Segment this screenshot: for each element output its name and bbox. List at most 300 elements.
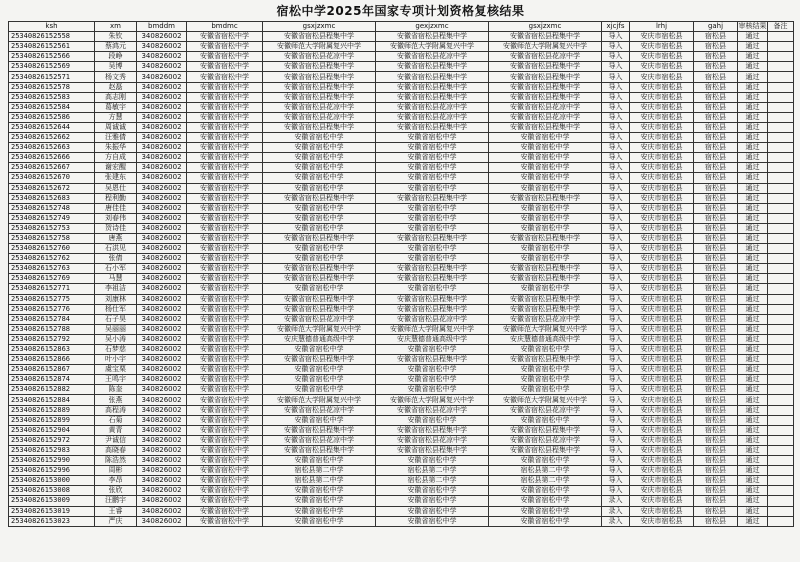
cell-bmddm: 340826002	[137, 223, 187, 233]
cell-xjcjfs: 导入	[602, 203, 630, 213]
cell-bmddm: 340826002	[137, 435, 187, 445]
table-row	[9, 133, 794, 143]
cell-lrhj: 安庆市宿松县	[630, 415, 694, 425]
cell-remarks	[768, 82, 794, 92]
cell-bmdmc: 安徽省宿松中学	[187, 244, 263, 254]
cell-review-result: 通过	[738, 163, 768, 173]
table-row	[9, 365, 794, 375]
cell-xm: 杨文秀	[95, 72, 137, 82]
cell-xjcjfs: 导入	[602, 395, 630, 405]
cell-gsxjzxmc-2: 安徽省宿松中学	[489, 496, 602, 506]
cell-gexjzxmc: 安徽省宿松中学	[376, 223, 489, 233]
cell-gsxjzxmc: 安徽省宿松中学	[263, 415, 376, 425]
cell-bmdmc: 安徽省宿松中学	[187, 264, 263, 274]
cell-review-result: 通过	[738, 334, 768, 344]
cell-gsxjzxmc-2: 安徽省宿松县程集中学	[489, 425, 602, 435]
cell-gsxjzxmc: 安徽省宿松县花凉中学	[263, 52, 376, 62]
cell-remarks	[768, 304, 794, 314]
cell-gahj: 宿松县	[694, 223, 738, 233]
cell-gahj: 宿松县	[694, 486, 738, 496]
cell-gsxjzxmc-2: 安徽省宿松县程集中学	[489, 264, 602, 274]
cell-bmdmc: 安徽省宿松中学	[187, 294, 263, 304]
cell-gsxjzxmc-2: 安徽省宿松中学	[489, 133, 602, 143]
cell-bmddm: 340826002	[137, 32, 187, 42]
cell-gsxjzxmc-2: 安徽省宿松中学	[489, 415, 602, 425]
cell-xm: 李祖洁	[95, 284, 137, 294]
cell-gahj: 宿松县	[694, 395, 738, 405]
cell-xm: 马慧	[95, 274, 137, 284]
cell-xjcjfs: 录入	[602, 516, 630, 526]
cell-gahj: 宿松县	[694, 122, 738, 132]
cell-lrhj: 安庆市宿松县	[630, 395, 694, 405]
cell-review-result: 通过	[738, 496, 768, 506]
cell-review-result: 通过	[738, 122, 768, 132]
cell-bmddm: 340826002	[137, 294, 187, 304]
cell-remarks	[768, 32, 794, 42]
cell-lrhj: 安庆市宿松县	[630, 203, 694, 213]
cell-gexjzxmc: 安徽省宿松中学	[376, 375, 489, 385]
cell-lrhj: 安庆市宿松县	[630, 496, 694, 506]
cell-bmdmc: 安徽省宿松中学	[187, 345, 263, 355]
review-results-table	[8, 21, 794, 527]
cell-bmdmc: 安徽省宿松中学	[187, 334, 263, 344]
cell-xm: 周诚诚	[95, 122, 137, 132]
cell-bmddm: 340826002	[137, 244, 187, 254]
cell-gexjzxmc: 安徽省宿松县程集中学	[376, 294, 489, 304]
cell-gahj: 宿松县	[694, 244, 738, 254]
cell-xjcjfs: 导入	[602, 62, 630, 72]
cell-bmdmc: 安徽省宿松中学	[187, 435, 263, 445]
cell-review-result: 通过	[738, 203, 768, 213]
cell-gsxjzxmc: 安徽省宿松县程集中学	[263, 122, 376, 132]
cell-review-result: 通过	[738, 223, 768, 233]
cell-gahj: 宿松县	[694, 385, 738, 395]
cell-ksh: 25340826152866	[9, 355, 95, 365]
cell-bmdmc: 安徽省宿松中学	[187, 395, 263, 405]
cell-gexjzxmc: 安徽省宿松中学	[376, 153, 489, 163]
cell-xjcjfs: 导入	[602, 143, 630, 153]
cell-gexjzxmc: 安徽省宿松中学	[376, 345, 489, 355]
cell-gsxjzxmc: 安徽省宿松县花凉中学	[263, 435, 376, 445]
cell-gahj: 宿松县	[694, 345, 738, 355]
table-row	[9, 102, 794, 112]
table-row	[9, 334, 794, 344]
cell-ksh: 25340826152683	[9, 193, 95, 203]
cell-ksh: 25340826152784	[9, 314, 95, 324]
cell-lrhj: 安庆市宿松县	[630, 345, 694, 355]
cell-ksh: 25340826152584	[9, 102, 95, 112]
cell-lrhj: 安庆市宿松县	[630, 516, 694, 526]
cell-gsxjzxmc-2: 安徽省宿松中学	[489, 213, 602, 223]
cell-lrhj: 安庆市宿松县	[630, 355, 694, 365]
cell-lrhj: 安庆市宿松县	[630, 102, 694, 112]
table-row	[9, 385, 794, 395]
cell-gsxjzxmc-2: 安徽省宿松中学	[489, 486, 602, 496]
cell-xjcjfs: 导入	[602, 365, 630, 375]
cell-bmddm: 340826002	[137, 133, 187, 143]
cell-xjcjfs: 导入	[602, 233, 630, 243]
cell-bmdmc: 安徽省宿松中学	[187, 183, 263, 193]
cell-ksh: 25340826152666	[9, 153, 95, 163]
cell-review-result: 通过	[738, 506, 768, 516]
header-ksh: ksh	[9, 22, 95, 32]
table-row	[9, 516, 794, 526]
cell-bmdmc: 安徽省宿松中学	[187, 62, 263, 72]
cell-gsxjzxmc: 安徽省宿松中学	[263, 486, 376, 496]
cell-review-result: 通过	[738, 193, 768, 203]
cell-gexjzxmc: 安徽省宿松中学	[376, 183, 489, 193]
cell-remarks	[768, 365, 794, 375]
cell-ksh: 25340826152583	[9, 92, 95, 102]
cell-gsxjzxmc: 安徽省宿松县程集中学	[263, 425, 376, 435]
cell-xm: 王睿	[95, 506, 137, 516]
cell-gexjzxmc: 安徽省宿松中学	[376, 284, 489, 294]
cell-gahj: 宿松县	[694, 324, 738, 334]
cell-gsxjzxmc: 安徽省宿松中学	[263, 345, 376, 355]
cell-bmddm: 340826002	[137, 466, 187, 476]
cell-gsxjzxmc: 安徽省宿松县程集中学	[263, 72, 376, 82]
cell-xm: 张燕	[95, 395, 137, 405]
cell-xjcjfs: 导入	[602, 375, 630, 385]
cell-ksh: 25340826153023	[9, 516, 95, 526]
cell-remarks	[768, 244, 794, 254]
cell-xm: 陈浩然	[95, 456, 137, 466]
cell-ksh: 25340826152996	[9, 466, 95, 476]
cell-bmdmc: 安徽省宿松中学	[187, 52, 263, 62]
cell-bmddm: 340826002	[137, 122, 187, 132]
cell-xjcjfs: 导入	[602, 334, 630, 344]
cell-gahj: 宿松县	[694, 183, 738, 193]
cell-bmdmc: 安徽省宿松中学	[187, 415, 263, 425]
cell-review-result: 通过	[738, 385, 768, 395]
cell-bmdmc: 安徽省宿松中学	[187, 223, 263, 233]
cell-remarks	[768, 324, 794, 334]
cell-lrhj: 安庆市宿松县	[630, 506, 694, 516]
cell-gexjzxmc: 安徽师范大学附属复兴中学	[376, 42, 489, 52]
cell-gsxjzxmc: 安徽省宿松中学	[263, 244, 376, 254]
cell-remarks	[768, 334, 794, 344]
cell-xm: 方自成	[95, 153, 137, 163]
cell-xjcjfs: 导入	[602, 254, 630, 264]
cell-xm: 吴丽丽	[95, 324, 137, 334]
cell-bmddm: 340826002	[137, 304, 187, 314]
cell-gexjzxmc: 安徽省宿松县程集中学	[376, 355, 489, 365]
cell-remarks	[768, 486, 794, 496]
cell-bmdmc: 安徽省宿松中学	[187, 42, 263, 52]
cell-gsxjzxmc: 安徽省宿松中学	[263, 496, 376, 506]
header-gahj: gahj	[694, 22, 738, 32]
cell-bmdmc: 安徽省宿松中学	[187, 92, 263, 102]
cell-gsxjzxmc: 安徽省宿松中学	[263, 254, 376, 264]
cell-gsxjzxmc-2: 安徽省宿松中学	[489, 183, 602, 193]
cell-bmddm: 340826002	[137, 476, 187, 486]
cell-gahj: 宿松县	[694, 456, 738, 466]
cell-review-result: 通过	[738, 355, 768, 365]
cell-gsxjzxmc: 安徽省宿松县程集中学	[263, 233, 376, 243]
cell-bmdmc: 安徽省宿松中学	[187, 153, 263, 163]
cell-gahj: 宿松县	[694, 102, 738, 112]
cell-ksh: 25340826152566	[9, 52, 95, 62]
cell-xjcjfs: 导入	[602, 466, 630, 476]
table-row	[9, 425, 794, 435]
cell-ksh: 25340826152863	[9, 345, 95, 355]
cell-ksh: 25340826152776	[9, 304, 95, 314]
cell-gsxjzxmc: 安徽省宿松中学	[263, 183, 376, 193]
cell-lrhj: 安庆市宿松县	[630, 274, 694, 284]
cell-xm: 程利勤	[95, 193, 137, 203]
cell-xm: 石子昊	[95, 314, 137, 324]
cell-bmdmc: 安徽省宿松中学	[187, 365, 263, 375]
cell-xjcjfs: 导入	[602, 445, 630, 455]
cell-gahj: 宿松县	[694, 203, 738, 213]
cell-bmdmc: 安徽省宿松中学	[187, 375, 263, 385]
cell-bmdmc: 安徽省宿松中学	[187, 516, 263, 526]
cell-bmdmc: 安徽省宿松中学	[187, 254, 263, 264]
cell-review-result: 通过	[738, 415, 768, 425]
cell-review-result: 通过	[738, 486, 768, 496]
cell-gexjzxmc: 安徽省宿松中学	[376, 163, 489, 173]
cell-review-result: 通过	[738, 143, 768, 153]
cell-bmdmc: 安徽省宿松中学	[187, 102, 263, 112]
cell-gsxjzxmc: 安徽省宿松中学	[263, 223, 376, 233]
cell-review-result: 通过	[738, 395, 768, 405]
cell-ksh: 25340826152792	[9, 334, 95, 344]
cell-gexjzxmc: 安徽省宿松中学	[376, 496, 489, 506]
cell-xm: 虞宝栗	[95, 365, 137, 375]
cell-bmddm: 340826002	[137, 274, 187, 284]
cell-bmdmc: 安徽省宿松中学	[187, 213, 263, 223]
cell-gsxjzxmc: 安徽省宿松县花凉中学	[263, 102, 376, 112]
table-row	[9, 163, 794, 173]
cell-ksh: 25340826152571	[9, 72, 95, 82]
cell-remarks	[768, 405, 794, 415]
cell-ksh: 25340826152672	[9, 183, 95, 193]
cell-remarks	[768, 223, 794, 233]
cell-bmddm: 340826002	[137, 415, 187, 425]
cell-xjcjfs: 导入	[602, 183, 630, 193]
cell-remarks	[768, 233, 794, 243]
table-row	[9, 173, 794, 183]
cell-bmddm: 340826002	[137, 163, 187, 173]
cell-gahj: 宿松县	[694, 375, 738, 385]
cell-xjcjfs: 导入	[602, 415, 630, 425]
cell-bmdmc: 安徽省宿松中学	[187, 506, 263, 516]
cell-bmddm: 340826002	[137, 355, 187, 365]
cell-remarks	[768, 183, 794, 193]
cell-gexjzxmc: 安徽省宿松县程集中学	[376, 82, 489, 92]
cell-xm: 唐佳佳	[95, 203, 137, 213]
cell-lrhj: 安庆市宿松县	[630, 183, 694, 193]
cell-bmdmc: 安徽省宿松中学	[187, 355, 263, 365]
cell-xjcjfs: 导入	[602, 435, 630, 445]
cell-ksh: 25340826153008	[9, 486, 95, 496]
table-row	[9, 466, 794, 476]
cell-review-result: 通过	[738, 72, 768, 82]
cell-xjcjfs: 导入	[602, 52, 630, 62]
cell-xjcjfs: 导入	[602, 244, 630, 254]
cell-bmddm: 340826002	[137, 213, 187, 223]
table-row	[9, 506, 794, 516]
cell-lrhj: 安庆市宿松县	[630, 334, 694, 344]
cell-bmdmc: 安徽省宿松中学	[187, 476, 263, 486]
cell-bmdmc: 安徽省宿松中学	[187, 32, 263, 42]
cell-gexjzxmc: 安徽师范大学附属复兴中学	[376, 395, 489, 405]
cell-review-result: 通过	[738, 425, 768, 435]
cell-ksh: 25340826152753	[9, 223, 95, 233]
cell-bmddm: 340826002	[137, 425, 187, 435]
cell-review-result: 通过	[738, 153, 768, 163]
cell-bmdmc: 安徽省宿松中学	[187, 203, 263, 213]
cell-xjcjfs: 导入	[602, 112, 630, 122]
cell-bmdmc: 安徽省宿松中学	[187, 173, 263, 183]
cell-remarks	[768, 456, 794, 466]
cell-remarks	[768, 264, 794, 274]
cell-bmdmc: 安徽省宿松中学	[187, 233, 263, 243]
cell-gsxjzxmc: 安徽省宿松中学	[263, 143, 376, 153]
header-bmddm: bmddm	[137, 22, 187, 32]
cell-review-result: 通过	[738, 456, 768, 466]
cell-lrhj: 安庆市宿松县	[630, 32, 694, 42]
cell-review-result: 通过	[738, 62, 768, 72]
cell-review-result: 通过	[738, 445, 768, 455]
cell-xm: 汪雅倩	[95, 133, 137, 143]
table-row	[9, 193, 794, 203]
table-body	[9, 32, 794, 527]
cell-xm: 石洪见	[95, 244, 137, 254]
cell-xm: 刘春伟	[95, 213, 137, 223]
table-row	[9, 284, 794, 294]
cell-ksh: 25340826152760	[9, 244, 95, 254]
cell-bmdmc: 安徽省宿松中学	[187, 82, 263, 92]
cell-ksh: 25340826152667	[9, 163, 95, 173]
cell-xjcjfs: 导入	[602, 314, 630, 324]
cell-bmdmc: 安徽省宿松中学	[187, 284, 263, 294]
cell-ksh: 25340826152748	[9, 203, 95, 213]
cell-remarks	[768, 466, 794, 476]
cell-gsxjzxmc-2: 安徽省宿松中学	[489, 365, 602, 375]
cell-remarks	[768, 62, 794, 72]
cell-ksh: 25340826152882	[9, 385, 95, 395]
cell-gahj: 宿松县	[694, 173, 738, 183]
cell-review-result: 通过	[738, 173, 768, 183]
cell-ksh: 25340826152867	[9, 365, 95, 375]
table-row	[9, 486, 794, 496]
cell-review-result: 通过	[738, 466, 768, 476]
cell-ksh: 25340826152904	[9, 425, 95, 435]
cell-bmddm: 340826002	[137, 183, 187, 193]
cell-bmddm: 340826002	[137, 233, 187, 243]
cell-remarks	[768, 375, 794, 385]
cell-review-result: 通过	[738, 304, 768, 314]
cell-bmdmc: 安徽省宿松中学	[187, 122, 263, 132]
cell-review-result: 通过	[738, 133, 768, 143]
cell-gexjzxmc: 安徽省宿松县花凉中学	[376, 435, 489, 445]
header-gexjzxmc: gexjzxmc	[376, 22, 489, 32]
cell-gahj: 宿松县	[694, 476, 738, 486]
cell-ksh: 25340826152762	[9, 254, 95, 264]
cell-xjcjfs: 录入	[602, 506, 630, 516]
cell-gexjzxmc: 安徽省宿松中学	[376, 173, 489, 183]
cell-remarks	[768, 213, 794, 223]
header-row	[9, 22, 794, 32]
cell-xm: 贺诗佳	[95, 223, 137, 233]
cell-xm: 周彬	[95, 466, 137, 476]
cell-xjcjfs: 导入	[602, 82, 630, 92]
cell-lrhj: 安庆市宿松县	[630, 163, 694, 173]
cell-lrhj: 安庆市宿松县	[630, 42, 694, 52]
cell-xm: 谢宏醒	[95, 163, 137, 173]
table-row	[9, 72, 794, 82]
header-gsxjzxmc-1: gsxjzxmc	[263, 22, 376, 32]
cell-gahj: 宿松县	[694, 163, 738, 173]
cell-gahj: 宿松县	[694, 506, 738, 516]
table-row	[9, 395, 794, 405]
cell-bmdmc: 安徽省宿松中学	[187, 456, 263, 466]
cell-remarks	[768, 254, 794, 264]
cell-gexjzxmc: 安徽省宿松县程集中学	[376, 193, 489, 203]
cell-gexjzxmc: 安徽省宿松县程集中学	[376, 304, 489, 314]
cell-bmddm: 340826002	[137, 395, 187, 405]
cell-ksh: 25340826152775	[9, 294, 95, 304]
cell-review-result: 通过	[738, 314, 768, 324]
cell-gexjzxmc: 安徽省宿松中学	[376, 213, 489, 223]
cell-gexjzxmc: 安徽省宿松中学	[376, 415, 489, 425]
cell-lrhj: 安庆市宿松县	[630, 304, 694, 314]
cell-ksh: 25340826152889	[9, 405, 95, 415]
cell-remarks	[768, 193, 794, 203]
cell-lrhj: 安庆市宿松县	[630, 143, 694, 153]
cell-gahj: 宿松县	[694, 405, 738, 415]
cell-gsxjzxmc-2: 安徽省宿松中学	[489, 244, 602, 254]
cell-gexjzxmc: 宿松县第二中学	[376, 466, 489, 476]
table-row	[9, 264, 794, 274]
cell-xm: 黄青	[95, 425, 137, 435]
table-row	[9, 304, 794, 314]
cell-lrhj: 安庆市宿松县	[630, 385, 694, 395]
cell-gexjzxmc: 安徽省宿松县花凉中学	[376, 112, 489, 122]
cell-xjcjfs: 录入	[602, 496, 630, 506]
cell-bmddm: 340826002	[137, 506, 187, 516]
cell-gsxjzxmc-2: 安徽省宿松中学	[489, 284, 602, 294]
cell-bmddm: 340826002	[137, 314, 187, 324]
cell-bmddm: 340826002	[137, 52, 187, 62]
cell-gsxjzxmc-2: 安徽省宿松中学	[489, 153, 602, 163]
table-row	[9, 122, 794, 132]
cell-gsxjzxmc: 安徽师范大学附属复兴中学	[263, 324, 376, 334]
cell-xjcjfs: 导入	[602, 425, 630, 435]
cell-gsxjzxmc: 安徽省宿松县程集中学	[263, 304, 376, 314]
cell-review-result: 通过	[738, 102, 768, 112]
cell-gsxjzxmc-2: 宿松县第二中学	[489, 476, 602, 486]
cell-bmdmc: 安徽省宿松中学	[187, 274, 263, 284]
cell-gsxjzxmc: 安徽省宿松县程集中学	[263, 445, 376, 455]
cell-gexjzxmc: 安徽省宿松县程集中学	[376, 425, 489, 435]
cell-ksh: 25340826152899	[9, 415, 95, 425]
cell-xm: 葛敏宇	[95, 102, 137, 112]
cell-gahj: 宿松县	[694, 445, 738, 455]
cell-xm: 尹诚信	[95, 435, 137, 445]
cell-bmddm: 340826002	[137, 254, 187, 264]
cell-xm: 朱振华	[95, 143, 137, 153]
cell-lrhj: 安庆市宿松县	[630, 133, 694, 143]
cell-gexjzxmc: 安徽省宿松中学	[376, 133, 489, 143]
cell-bmddm: 340826002	[137, 112, 187, 122]
cell-lrhj: 安庆市宿松县	[630, 72, 694, 82]
cell-gsxjzxmc-2: 安徽省宿松县程集中学	[489, 72, 602, 82]
cell-gahj: 宿松县	[694, 264, 738, 274]
cell-gahj: 宿松县	[694, 52, 738, 62]
cell-gahj: 宿松县	[694, 233, 738, 243]
